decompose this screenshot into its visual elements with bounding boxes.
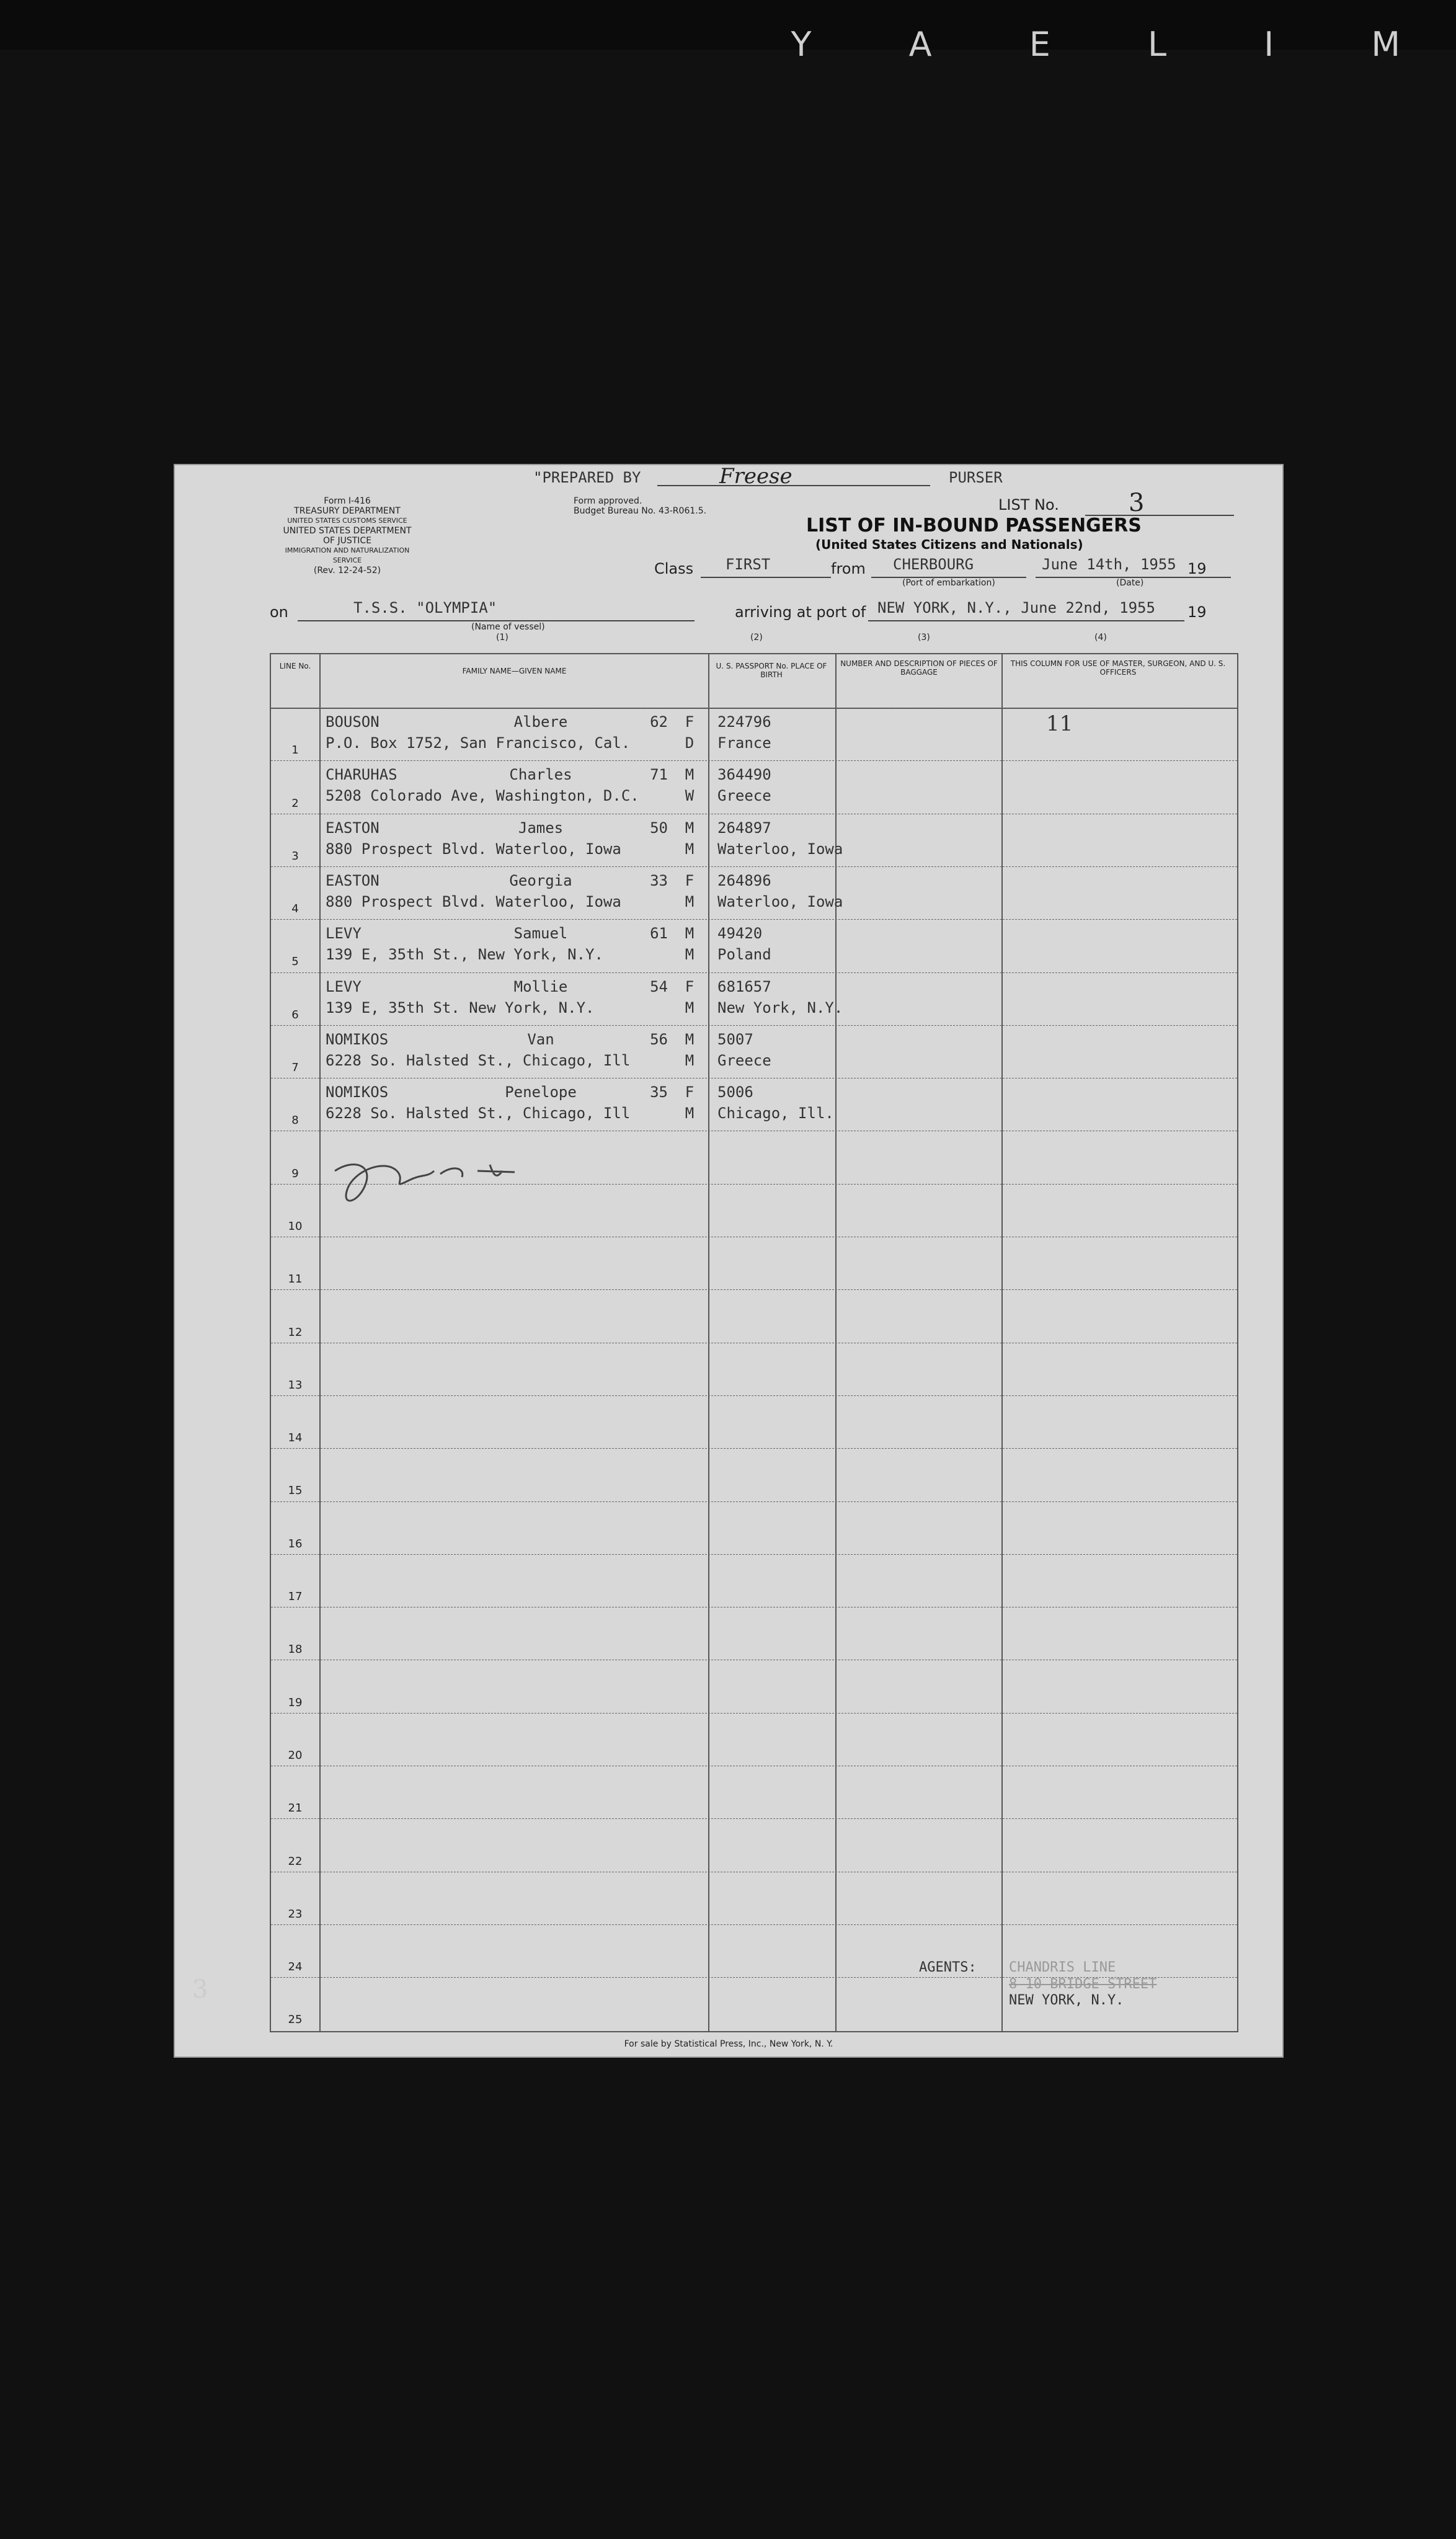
line-number: 4 [291,902,299,916]
line-number: 20 [288,1748,303,1762]
place-of-birth: Waterloo, Iowa [717,892,843,910]
date-suffix: 19 [1187,560,1207,577]
status-mark: M [685,1105,695,1123]
line-number: 10 [288,1219,303,1233]
address: 6228 So. Halsted St., Chicago, Ill [326,1051,631,1069]
port-caption: (Port of embarkation) [902,578,995,588]
manifest-page [174,464,1284,2058]
film-marks: Y A E L I M [791,25,1444,64]
line-number: 1 [291,744,299,757]
table-row [271,708,1237,761]
agents-line-3: NEW YORK, N.Y. [1009,1993,1124,2008]
passport-number: 49420 [717,925,763,943]
table-row [271,919,1237,972]
address: 5208 Colorado Ave, Washington, D.C. [326,787,639,805]
table-row [271,1872,1237,1925]
class-value: FIRST [726,556,771,573]
line-number: 21 [288,1802,303,1815]
arrival-suffix: 19 [1187,603,1207,621]
rev-date: (Rev. 12-24-52) [313,566,381,576]
status-mark: M [685,1051,695,1069]
family-name: LEVY [326,977,362,995]
table-row [271,1501,1237,1555]
line-number: 8 [291,1114,299,1127]
family-name: NOMIKOS [326,1030,389,1048]
line-number: 9 [291,1167,299,1180]
form-approved: Form approved. [574,496,642,506]
prepared-by-signature: Freese [719,464,792,489]
printer-footer: For sale by Statistical Press, Inc., New York, N. Y. [624,2039,833,2049]
col3-num: (3) [918,633,930,643]
sex: M [685,925,695,943]
passport-number: 5007 [717,1030,753,1048]
status-mark: W [685,787,695,805]
col4-num: (4) [1094,633,1107,643]
customs-service: UNITED STATES CUSTOMS SERVICE [287,517,407,525]
family-name: EASTON [326,871,380,889]
family-name: EASTON [326,819,380,837]
status-mark: M [685,998,695,1016]
place-of-birth: New York, N.Y. [717,998,843,1016]
col1-num: (1) [496,633,508,643]
age: 33 [650,871,668,889]
age: 56 [650,1030,668,1048]
sex: M [685,819,695,837]
prepared-by-label: "PREPARED BY [533,469,641,486]
departure-date: June 14th, 1955 [1042,556,1176,573]
line-number: 23 [288,1907,303,1921]
table-row [271,1660,1237,1713]
table-row [271,1343,1237,1396]
purser-label: PURSER [949,469,1003,486]
line-number: 16 [288,1537,303,1550]
agents-line-2: 8-10 BRIDGE STREET [1009,1977,1157,1992]
given-name: Penelope [505,1083,577,1101]
age: 62 [650,713,668,731]
table-row [271,1025,1237,1078]
address: 139 E, 35th St. New York, N.Y. [326,998,595,1016]
class-label: Class [654,560,694,577]
line-number: 17 [288,1590,303,1604]
line-number: 11 [288,1273,303,1286]
place-of-birth: France [717,734,771,752]
given-name: Mollie [513,977,568,995]
line-number: 3 [291,849,299,863]
age: 61 [650,925,668,943]
table-row [271,1395,1237,1449]
form-title: LIST OF IN-BOUND PASSENGERS [806,515,1142,536]
on-label: on [270,603,288,621]
header-passport: U. S. PASSPORT No. PLACE OF BIRTH [716,662,827,679]
line-number: 2 [291,796,299,810]
list-no-line [1085,496,1234,516]
line-number: 22 [288,1854,303,1868]
family-name: BOUSON [326,713,380,731]
table-row [271,866,1237,920]
vessel-caption: (Name of vessel) [471,622,545,632]
film-strip [0,0,1456,64]
given-name: Samuel [513,925,568,943]
vessel-name: T.S.S. "OLYMPIA" [353,599,497,616]
approval-info [574,496,706,516]
officer-note: 11 [1046,711,1073,736]
treasury-dept: TREASURY DEPARTMENT [294,506,401,516]
age: 50 [650,819,668,837]
handwritten-signature [329,1146,527,1221]
from-label: from [831,560,866,577]
table-row [271,972,1237,1026]
doj: UNITED STATES DEPARTMENT OF JUSTICE [283,526,412,546]
table-row [271,1554,1237,1607]
line-number: 25 [288,2013,303,2027]
given-name: James [518,819,564,837]
line-number: 12 [288,1325,303,1339]
passenger-table [270,653,1238,2032]
passport-number: 264897 [717,819,771,837]
family-name: CHARUHAS [326,766,397,784]
sex: F [685,977,695,995]
place-of-birth: Greece [717,787,771,805]
arrival-port: NEW YORK, N.Y., June 22nd, 1955 [877,599,1155,616]
status-mark: D [685,734,695,752]
place-of-birth: Waterloo, Iowa [717,840,843,858]
list-no-value: 3 [1129,489,1145,517]
line-number: 24 [288,1960,303,1974]
status-mark: M [685,840,695,858]
given-name: Albere [513,713,568,731]
address: 6228 So. Halsted St., Chicago, Ill [326,1105,631,1123]
passport-number: 264896 [717,871,771,889]
arriving-label: arriving at port of [735,603,866,621]
passport-number: 364490 [717,766,771,784]
status-mark: M [685,892,695,910]
col2-num: (2) [750,633,763,643]
agents-label: AGENTS: [919,1960,977,1975]
given-name: Charles [509,766,572,784]
line-number: 13 [288,1378,303,1392]
passport-number: 224796 [717,713,771,731]
place-of-birth: Greece [717,1051,771,1069]
header-baggage: NUMBER AND DESCRIPTION OF PIECES OF BAGGAGE [840,659,998,677]
header-line-no: LINE No. [279,662,311,670]
sex: F [685,871,695,889]
header-name: FAMILY NAME—GIVEN NAME [462,667,567,675]
line-number: 6 [291,1008,299,1021]
given-name: Georgia [509,871,572,889]
table-row [271,1713,1237,1766]
line-number: 19 [288,1696,303,1709]
line-number: 14 [288,1431,303,1445]
table-row [271,814,1237,867]
address: 139 E, 35th St., New York, N.Y. [326,946,603,964]
family-name: NOMIKOS [326,1083,389,1101]
table-row [271,1237,1237,1290]
place-of-birth: Poland [717,946,771,964]
place-of-birth: Chicago, Ill. [717,1105,834,1123]
table-row [271,1766,1237,1819]
address: P.O. Box 1752, San Francisco, Cal. [326,734,631,752]
agents-line-1: CHANDRIS LINE [1009,1960,1116,1975]
date-caption: (Date) [1116,578,1144,588]
prepared-by-line [657,469,930,486]
table-row [271,1607,1237,1660]
form-info [276,496,419,576]
ins: IMMIGRATION AND NATURALIZATION SERVICE [285,546,410,564]
table-row [271,1289,1237,1343]
table-row [271,1078,1237,1131]
header-officers: THIS COLUMN FOR USE OF MASTER, SURGEON, AND U. S. OFFICERS [1010,659,1226,677]
sex: M [685,1030,695,1048]
address: 880 Prospect Blvd. Waterloo, Iowa [326,840,621,858]
given-name: Van [527,1030,554,1048]
budget-bureau: Budget Bureau No. 43-R061.5. [574,506,707,516]
line-number: 7 [291,1061,299,1075]
sex: F [685,713,695,731]
sex: F [685,1083,695,1101]
sex: M [685,766,695,784]
family-name: LEVY [326,925,362,943]
line-number: 5 [291,955,299,969]
passport-number: 681657 [717,977,771,995]
table-row [271,760,1237,814]
form-subtitle: (United States Citizens and Nationals) [815,537,1083,552]
table-row [271,1448,1237,1501]
age: 54 [650,977,668,995]
line-number: 15 [288,1484,303,1498]
passport-number: 5006 [717,1083,753,1101]
list-no-label: LIST No. [998,496,1059,514]
age: 35 [650,1083,668,1101]
form-id: Form I-416 [324,496,371,506]
table-row [271,1818,1237,1872]
line-number: 18 [288,1643,303,1656]
margin-note: 3 [192,1975,208,2004]
address: 880 Prospect Blvd. Waterloo, Iowa [326,892,621,910]
port-of-embarkation: CHERBOURG [893,556,974,573]
status-mark: M [685,946,695,964]
age: 71 [650,766,668,784]
